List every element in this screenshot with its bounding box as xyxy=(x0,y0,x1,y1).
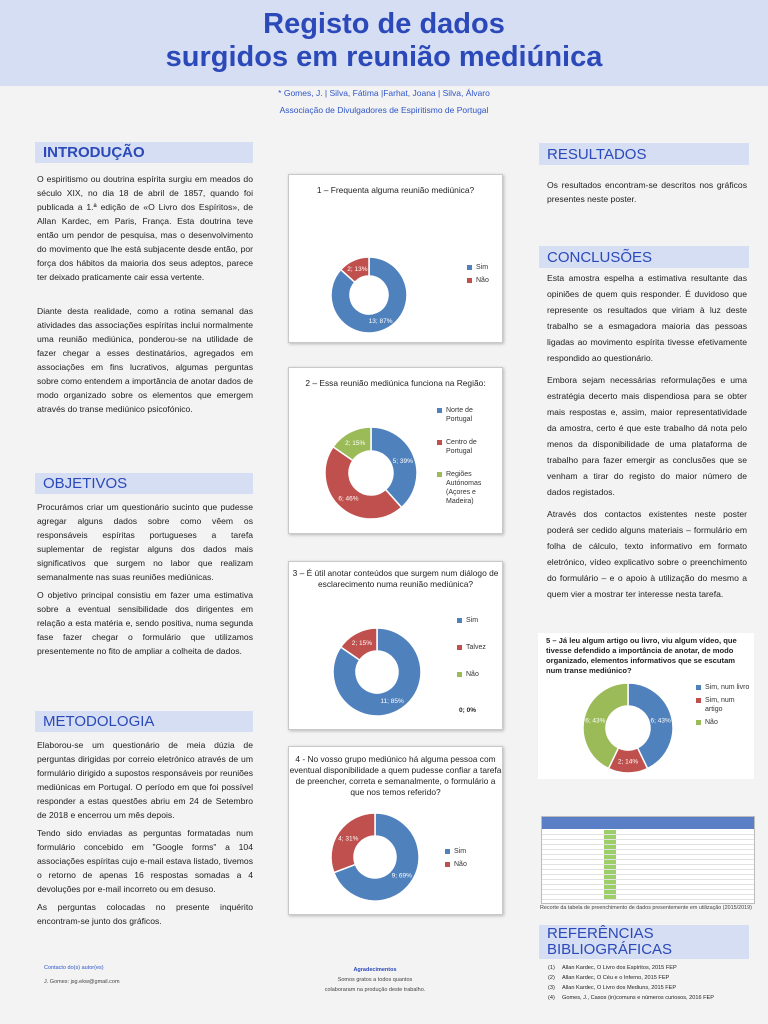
referencias-heading-line1: REFERÊNCIAS xyxy=(547,925,654,942)
legend-item xyxy=(696,718,752,727)
legend-item xyxy=(467,276,489,285)
legend-label: Não xyxy=(705,719,718,726)
contact-email[interactable]: J. Gomes: jsg.ekw@gmail.com xyxy=(44,979,120,985)
legend-item xyxy=(457,616,486,625)
section-heading-objetivos: OBJETIVOS xyxy=(35,473,253,494)
referencias-heading-line2: BIBLIOGRÁFICAS xyxy=(547,941,673,958)
conclusoes-paragraph-3: Através dos contactos existentes neste poster poderá ser cedido alguns materiais – formulário em folha de cálculo, texto informativo em formato eletrónico, vídeo explicativo sobre o preenchimento do formulário – e o apoio à utilização do mesmo a quem vier a mostrar ter interesse nesta tarefa. xyxy=(547,509,747,599)
section-heading-referencias xyxy=(539,925,749,959)
legend-label: Regiões Autónomas (Açores e Madeira) xyxy=(446,471,482,505)
table-cell-highlight xyxy=(604,890,616,894)
chart-data-label: 11; 85% xyxy=(380,697,404,705)
table-caption: Recorte da tabela de preenchimento de dados presentemente em utilização (2015/2019) xyxy=(540,905,752,911)
chart-2 xyxy=(288,367,503,534)
legend-swatch xyxy=(457,672,462,677)
legend-label: Sim xyxy=(454,848,467,855)
conclusoes-paragraph-1: Esta amostra espelha a estimativa resultante das opiniões de quem quis responder. É duvidoso que represente os resultados que viriam à luz deste trabalho se a esmagadora maioria das pessoas ligadas ao movimento espírita tivesse efetivamente respondido ao questionário. xyxy=(547,273,747,363)
table-cell-highlight xyxy=(604,855,616,859)
metodologia-paragraph-3: As perguntas colocadas no presente inquérito encontram-se junto dos gráficos. xyxy=(37,902,253,926)
chart-1-plot xyxy=(289,175,502,342)
reference-item: (1) Allan Kardec, O Livro dos Espíritos, 2015 FEP xyxy=(548,965,677,971)
legend-label: Não xyxy=(476,277,489,284)
legend-item xyxy=(457,670,486,679)
chart-data-label: 2; 15% xyxy=(351,640,373,648)
table-cell-highlight xyxy=(604,830,616,834)
legend-swatch xyxy=(457,618,462,623)
table-cell-highlight xyxy=(604,860,616,864)
legend-item xyxy=(467,263,489,272)
thanks-line2: colaboraram na produção deste trabalho. xyxy=(324,987,426,993)
chart-data-label: 5; 39% xyxy=(392,457,413,465)
thanks-title: Agradecimentos xyxy=(353,967,397,973)
legend-item xyxy=(445,847,467,856)
metodologia-paragraph-2: Tendo sido enviadas as perguntas formatadas num formulário concebido em "Google forms" a 104 associações espíritas cujo e-mail estava listado, tivemos o retorno de apenas 16 respostas somadas a 4 devoluções por e-mail incorreto ou em desuso. xyxy=(37,828,253,894)
table-cell-highlight xyxy=(604,880,616,884)
table-cell-highlight xyxy=(604,845,616,849)
objetivos-paragraph-2: O objetivo principal consistiu em fazer uma estimativa sobre a eventual sensibilidade dos dirigentes em relação a esta matéria e, sendo positiva, numa segunda fase fazer chegar o formulário que utilizamos presentemente no fito de ampliar a colheita de dados. xyxy=(37,590,253,656)
references-list xyxy=(548,963,714,1003)
section-heading-introducao: INTRODUÇÃO xyxy=(35,142,253,163)
poster-title-line1: Registo de dados xyxy=(263,8,505,40)
legend-item xyxy=(696,696,752,714)
table-row xyxy=(542,895,754,900)
legend-swatch xyxy=(437,440,442,445)
chart-data-label: 0; 0% xyxy=(459,707,476,714)
chart-4-legend xyxy=(445,847,467,873)
section-heading-conclusoes: CONCLUSÕES xyxy=(539,246,749,268)
chart-data-label: 6; 46% xyxy=(338,495,359,503)
chart-5-legend xyxy=(696,683,752,731)
legend-swatch xyxy=(696,685,701,690)
legend-label: Norte de Portugal xyxy=(446,407,473,423)
legend-swatch xyxy=(467,265,472,270)
section-heading-resultados: RESULTADOS xyxy=(539,143,749,165)
reference-item: (4) Gomes, J., Casos (in)comuns e números curiosos, 2016 FEP xyxy=(548,995,715,1001)
chart-3-legend xyxy=(457,616,486,683)
chart-slice-n-o xyxy=(331,813,375,873)
chart-5-title: 5 – Já leu algum artigo ou livro, viu algum vídeo, que tivesse defendido a importância de anotar, de modo organizado, elementos informativos que se escutam num transe mediúnico? xyxy=(546,636,737,675)
contact-label: Contacto do(s) autor(es) xyxy=(44,965,104,971)
association: Associação de Divulgadores de Espiritismo de Portugal xyxy=(279,105,489,115)
conclusoes-paragraph-2: Embora sejam necessárias reformulações e uma estratégia decerto mais dispendiosa para se obter mais respostas e, assim, maior representatividade da amostra, certo é que este trabalho dá nota pelo menos da disponibilidade de uma plataforma de trabalho para fazer emergir as conclusões que se venham a tirar do registo do maior número de dados registados. xyxy=(547,375,747,497)
thanks-line1: Somos gratos a todos quantos xyxy=(337,977,413,983)
chart-1 xyxy=(288,174,503,343)
chart-2-legend xyxy=(437,406,497,520)
chart-4-plot xyxy=(289,747,502,914)
chart-data-label: 4; 31% xyxy=(338,835,359,843)
chart-1-title: 1 – Frequenta alguma reunião mediúnica? xyxy=(316,185,475,195)
reference-item: (2) Allan Kardec, O Céu e o Inferno, 2015 FEP xyxy=(548,975,670,981)
legend-swatch xyxy=(457,645,462,650)
chart-3 xyxy=(288,561,503,730)
legend-label: Não xyxy=(466,671,479,678)
table-cell-highlight xyxy=(604,875,616,879)
legend-swatch xyxy=(696,720,701,725)
chart-3-title: 3 – É útil anotar conteúdos que surgem num diálogo de esclarecimento numa reunião mediúnica? xyxy=(292,568,499,589)
legend-swatch xyxy=(445,862,450,867)
chart-data-label: 13; 87% xyxy=(368,318,393,326)
table-cell-highlight xyxy=(604,865,616,869)
chart-data-label: 2; 14% xyxy=(617,758,639,766)
legend-item xyxy=(437,406,497,424)
chart-data-label: 9; 69% xyxy=(391,872,412,880)
data-table-screenshot xyxy=(541,816,755,904)
legend-swatch xyxy=(445,849,450,854)
legend-item xyxy=(457,643,486,652)
legend-label: Não xyxy=(454,861,467,868)
table-cell-highlight xyxy=(604,870,616,874)
legend-swatch xyxy=(467,278,472,283)
objetivos-paragraph-1: Procurámos criar um questionário sucinto que pudesse agregar alguns dados sobre como vêem os responsáveis espíritas portugueses a tarefa suplementar de registar alguns dos dados mais significativos que surgem no labor que realizam semanalmente nas suas reuniões mediúnicas. xyxy=(37,502,253,582)
table-cell-highlight xyxy=(604,885,616,889)
introducao-paragraph-1: O espiritismo ou doutrina espírita surgiu em meados do século XIX, no dia 18 de abril de 1857, quando foi publicada a 1.ª edição de «O Livro dos Espíritos», de Allan Kardec, em Paris, França. Esta doutrina teve então um pendor de pesquisa, mas o desenvolvimento do movimento que lhe está subjacente desde então, por força dos hábitos da maioria dos seus adeptos, parece ter deixado praticamente cair essa vertente. xyxy=(37,174,253,282)
legend-label: Centro de Portugal xyxy=(446,439,477,455)
legend-item xyxy=(445,860,467,869)
legend-item xyxy=(696,683,752,692)
legend-item xyxy=(437,438,497,456)
legend-label: Talvez xyxy=(466,644,486,651)
legend-label: Sim xyxy=(466,617,479,624)
resultados-paragraph: Os resultados encontram-se descritos nos gráficos presentes neste poster. xyxy=(547,180,747,204)
legend-swatch xyxy=(437,472,442,477)
reference-item: (3) Allan Kardec, O Livro dos Mediuns, 2015 FEP xyxy=(548,985,677,991)
chart-data-label: 2; 13% xyxy=(347,265,368,273)
table-cell-highlight xyxy=(604,895,616,899)
introducao-paragraph-2: Diante desta realidade, como a rotina semanal das atividades das associações espíritas inclui normalmente uma reunião mediúnica, ponderou-se na utilidade de fazer chegar a esses destinatários, agregados em associações em fins lucrativos, algumas perguntas sobre como entendem a importância de anotar dados de modo organizado sobre os elementos que emergem através do transe mediúnico psicofónico. xyxy=(37,306,253,414)
table-cell-highlight xyxy=(604,835,616,839)
table-cell-highlight xyxy=(604,840,616,844)
legend-label: Sim xyxy=(476,264,489,271)
chart-4 xyxy=(288,746,503,915)
table-cell-highlight xyxy=(604,850,616,854)
chart-5 xyxy=(538,633,754,779)
legend-label: Sim, num livro xyxy=(705,684,750,691)
table-header-row xyxy=(542,817,754,829)
legend-swatch xyxy=(437,408,442,413)
legend-swatch xyxy=(696,698,701,703)
legend-label: Sim, num artigo xyxy=(705,697,735,713)
poster-title-line2: surgidos em reunião mediúnica xyxy=(165,41,603,73)
chart-data-label: 6; 43% xyxy=(585,717,606,725)
chart-4-title: 4 - No vosso grupo mediúnico há alguma pessoa com eventual disponibilidade a quem pudesse confiar a tarefa de preencher, correta e semanalmente, o formulário a que nos temos referido? xyxy=(289,754,502,797)
chart-2-title: 2 – Essa reunião mediúnica funciona na Região: xyxy=(305,378,486,388)
metodologia-paragraph-1: Elaborou-se um questionário de meia dúzia de perguntas dirigidas por correio eletrónico através de um formulário dirigido a supostos responsáveis por reuniões mediúnicas em Portugal. O período em que foi possível responder a estas questões abriu em 24 de Setembro de 2018 e encerrou um mês depois. xyxy=(37,740,253,820)
legend-item xyxy=(437,470,497,506)
authors: * Gomes, J. | Silva, Fátima |Farhat, Joana | Silva, Álvaro xyxy=(278,88,490,98)
chart-data-label: 2; 15% xyxy=(345,439,366,447)
chart-data-label: 6; 43% xyxy=(650,717,671,725)
section-heading-metodologia: METODOLOGIA xyxy=(35,711,253,732)
chart-1-legend xyxy=(467,263,489,289)
